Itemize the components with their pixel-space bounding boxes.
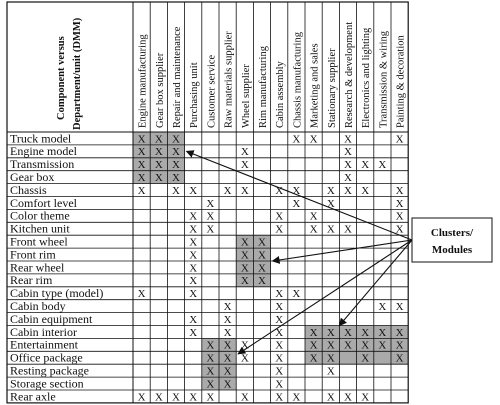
row-header: Rear wheel <box>10 260 65 275</box>
cell-mark: X <box>206 197 215 210</box>
row-header: Truck model <box>10 131 72 146</box>
cell-mark: X <box>344 339 352 352</box>
cell-mark: X <box>240 236 249 249</box>
cell-mark: X <box>240 339 249 352</box>
cell-mark: X <box>275 352 284 365</box>
cell-mark: X <box>275 391 284 404</box>
cell-mark: X <box>206 391 215 404</box>
cell-mark: X <box>275 184 284 197</box>
cell-mark: X <box>292 197 301 210</box>
cell-mark: X <box>344 223 352 236</box>
cell-mark: X <box>223 378 232 391</box>
cell-mark: X <box>172 146 180 159</box>
callout-box <box>412 218 492 262</box>
cell-mark: X <box>326 339 335 352</box>
column-header: Marketing and sales <box>309 43 321 128</box>
row-header: Rear axle <box>10 389 56 404</box>
cell-mark: X <box>275 378 284 391</box>
row-header: Front rim <box>10 247 56 262</box>
cell-mark: X <box>361 326 370 339</box>
column-header: Stationary supplier <box>326 48 338 128</box>
cell-mark: X <box>275 210 284 223</box>
cell-mark: X <box>395 210 404 223</box>
cell-mark: X <box>258 249 266 262</box>
cell-mark: X <box>206 378 215 391</box>
cell-mark: X <box>223 339 232 352</box>
cell-mark: X <box>395 326 404 339</box>
cell-mark: X <box>326 223 335 236</box>
cell-mark: X <box>395 301 404 313</box>
cell-mark: X <box>154 146 163 159</box>
cell-mark: X <box>189 275 198 288</box>
cell-mark: X <box>189 391 198 404</box>
cell-mark: X <box>223 352 232 365</box>
column-header: Wheel supplier <box>240 64 252 128</box>
row-header: Comfort level <box>10 195 77 210</box>
row-header: Entertainment <box>10 337 78 352</box>
callout-line1: Clusters/ <box>430 227 474 239</box>
cell-mark: X <box>395 133 404 146</box>
cell-mark: X <box>326 184 335 197</box>
cell-mark: X <box>206 352 215 365</box>
cell-mark: X <box>395 184 404 197</box>
column-header: Transmission & wiring <box>378 30 390 128</box>
cell-mark: X <box>223 184 232 197</box>
row-header: Cabin equipment <box>10 311 93 326</box>
cell-mark: X <box>361 391 370 404</box>
cell-mark: X <box>172 391 180 404</box>
row-header: Kitchen unit <box>10 221 70 236</box>
cell-mark: X <box>137 184 146 197</box>
row-header: Cabin interior <box>10 324 77 339</box>
corner-label-line1: Component versus <box>56 36 67 120</box>
cell-mark: X <box>189 326 198 339</box>
column-header: Cabin assembly <box>275 61 287 128</box>
cell-mark: X <box>258 262 266 275</box>
cell-mark: X <box>275 223 284 236</box>
cell-mark: X <box>344 184 352 197</box>
cell-mark: X <box>137 133 146 146</box>
cell-mark: X <box>292 391 301 404</box>
cell-mark: X <box>344 391 352 404</box>
cell-mark: X <box>275 313 284 326</box>
cell-mark: X <box>275 365 284 378</box>
cell-mark: X <box>189 210 198 223</box>
cell-mark: X <box>275 326 284 339</box>
cell-mark: X <box>395 223 404 236</box>
cell-mark: X <box>137 391 146 404</box>
cell-mark: X <box>309 326 318 339</box>
corner-label-line2: Department/unit (DMM) <box>72 17 83 130</box>
cell-mark: X <box>326 326 335 339</box>
cell-mark: X <box>361 184 370 197</box>
row-header: Resting package <box>10 363 89 378</box>
cell-mark: X <box>344 146 352 159</box>
cell-mark: X <box>240 146 249 159</box>
cell-mark: X <box>172 172 180 184</box>
cell-mark: X <box>309 223 318 236</box>
cell-mark: X <box>223 326 232 339</box>
cell-mark: X <box>378 326 387 339</box>
column-header: Rim manufacturing <box>258 46 269 128</box>
cell-mark: X <box>240 249 249 262</box>
column-header: Research & development <box>344 21 355 128</box>
cell-mark: X <box>326 365 335 378</box>
column-header: Painting & decoration <box>395 35 407 128</box>
cell-mark: X <box>361 352 370 365</box>
cell-mark: X <box>240 184 249 197</box>
row-header: Transmission <box>10 157 75 172</box>
row-header: Gear box <box>10 170 55 184</box>
row-header: Cabin type (model) <box>10 286 104 301</box>
cell-mark: X <box>240 262 249 275</box>
column-header: Customer service <box>206 54 218 128</box>
cell-mark: X <box>189 223 198 236</box>
cell-mark: X <box>154 133 163 146</box>
row-header: Rear rim <box>10 273 53 288</box>
cell-mark: X <box>223 365 232 378</box>
cell-mark: X <box>361 159 370 172</box>
cell-mark: X <box>344 133 352 146</box>
cell-mark: X <box>258 275 266 288</box>
cell-mark: X <box>189 184 198 197</box>
cell-mark: X <box>344 172 352 184</box>
cell-mark: X <box>395 339 404 352</box>
row-header: Storage section <box>10 376 84 391</box>
row-header: Chassis <box>10 182 47 197</box>
cell-mark: X <box>326 352 335 365</box>
cell-mark: X <box>189 313 198 326</box>
cell-mark: X <box>395 352 404 365</box>
cell-mark: X <box>309 133 318 146</box>
cell-mark: X <box>240 275 249 288</box>
cell-mark: X <box>223 313 232 326</box>
cell-mark: X <box>240 391 249 404</box>
cell-mark: X <box>309 210 318 223</box>
row-header: Engine model <box>10 144 77 159</box>
cell-mark: X <box>137 146 146 159</box>
cell-mark: X <box>309 352 318 365</box>
cell-mark: X <box>172 184 180 197</box>
cell-mark: X <box>275 339 284 352</box>
row-header: Color theme <box>10 208 70 223</box>
cell-mark: X <box>395 197 404 210</box>
cell-mark: X <box>326 391 335 404</box>
cell-mark: X <box>206 210 215 223</box>
cell-mark: X <box>344 326 352 339</box>
column-header: Repair and maintenance <box>172 26 183 128</box>
row-header: Office package <box>10 350 83 365</box>
cell-mark: X <box>326 197 335 210</box>
cell-mark: X <box>189 249 198 262</box>
column-header: Engine manufacturing <box>137 34 149 128</box>
cell-mark: X <box>240 159 249 172</box>
callout-arrows <box>187 151 412 354</box>
row-header: Cabin body <box>10 299 66 313</box>
cell-mark: X <box>206 339 215 352</box>
cell-mark: X <box>292 288 301 301</box>
cell-mark: X <box>137 172 146 184</box>
cell-mark: X <box>154 391 163 404</box>
cell-mark: X <box>344 159 352 172</box>
cell-mark: X <box>361 339 370 352</box>
column-header: Chassis manufacturing <box>292 32 304 128</box>
column-header: Raw materials supplier <box>223 31 235 128</box>
corner-header <box>56 17 83 130</box>
cell-mark: X <box>206 365 215 378</box>
cell-mark: X <box>154 172 163 184</box>
cell-mark: X <box>223 301 232 313</box>
cell-mark: X <box>189 262 198 275</box>
cell-mark: X <box>137 288 146 301</box>
column-header: Gear box supplier <box>154 52 166 128</box>
cell-mark: X <box>189 288 198 301</box>
cell-mark: X <box>258 236 266 249</box>
cell-mark: X <box>206 223 215 236</box>
cell-mark: X <box>378 159 387 172</box>
cell-mark: X <box>172 159 180 172</box>
cell-mark: X <box>137 159 146 172</box>
cell-mark: X <box>189 236 198 249</box>
cell-mark: X <box>275 301 284 313</box>
cell-mark: X <box>378 339 387 352</box>
column-header: Purchasing unit <box>189 62 201 128</box>
cell-mark: X <box>292 184 301 197</box>
cell-mark: X <box>378 301 387 313</box>
row-headers <box>10 131 103 403</box>
column-header: Electronics and lighting <box>361 27 373 128</box>
cell-mark: X <box>275 288 284 301</box>
cell-mark: X <box>240 352 249 365</box>
cell-mark: X <box>172 133 180 146</box>
column-headers <box>138 22 407 128</box>
cell-mark: X <box>154 159 163 172</box>
callout-line2: Modules <box>431 244 473 256</box>
row-header: Front wheel <box>10 234 68 249</box>
cell-mark: X <box>309 339 318 352</box>
cell-mark: X <box>292 133 301 146</box>
